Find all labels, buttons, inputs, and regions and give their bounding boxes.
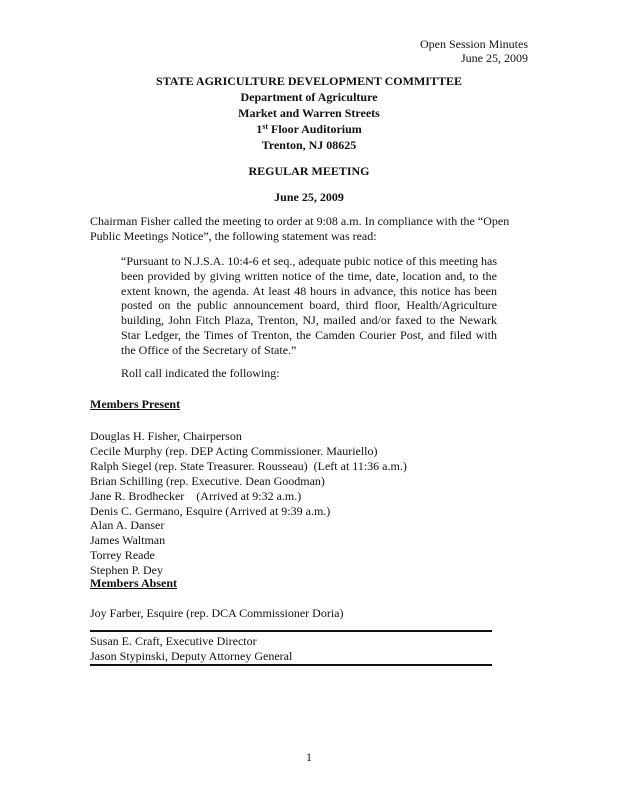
list-item: Joy Farber, Esquire (rep. DCA Commissioner Doria) (90, 606, 344, 620)
running-header-date: June 25, 2009 (461, 51, 528, 65)
members-present-heading: Members Present (90, 397, 181, 411)
members-present-list (90, 429, 407, 578)
floor-number: 1 (256, 122, 263, 136)
city-zip: Trenton, NJ 08625 (261, 138, 357, 152)
floor-location (0, 122, 618, 138)
public-notice-statement: “Pursuant to N.J.S.A. 10:4-6 et seq., adequate pubic notice of this meeting has been provided by giving written notice of the time, date, location and, to the extent known, the agenda. At least 48 hours in advance, this notice has been posted on the public announcement board, third floor, Health/Agriculture building, John Fitch Plaza, Trenton, NJ, mailed and/or faxed to the Newark Star Ledger, the Times of Trenton, the Camden Courier Post, and filed with the Office of the Secretary of State.” (121, 254, 497, 357)
roll-call-text: Roll call indicated the following: (121, 366, 280, 380)
staff-attorney: Jason Stypinski, Deputy Attorney General (90, 649, 293, 663)
committee-name: STATE AGRICULTURE DEVELOPMENT COMMITTEE (156, 74, 462, 88)
intro-paragraph: Chairman Fisher called the meeting to order at 9:08 a.m. In compliance with the “Open Public Meetings Notice”, the following statement was read: (90, 214, 510, 243)
list-item: Stephen P. Dey (90, 563, 163, 578)
list-item: Brian Schilling (rep. Executive. Dean Goodman) (90, 473, 325, 488)
members-absent-heading: Members Absent (90, 576, 177, 590)
list-item: Denis C. Germano, Esquire (Arrived at 9:39 a.m.) (90, 503, 331, 518)
members-absent-list (90, 606, 343, 621)
floor-rest: Floor Auditorium (267, 122, 362, 136)
meeting-type: REGULAR MEETING (248, 164, 370, 178)
list-item: Ralph Siegel (rep. State Treasurer. Rousseau) (Left at 11:36 a.m.) (90, 458, 407, 473)
list-item: Douglas H. Fisher, Chairperson (90, 429, 242, 443)
staff-director: Susan E. Craft, Executive Director (90, 634, 257, 648)
page-number: 1 (306, 750, 312, 764)
list-item: Jane R. Brodhecker (Arrived at 9:32 a.m.) (90, 488, 302, 503)
running-header-title: Open Session Minutes (420, 37, 528, 51)
list-item: Torrey Reade (90, 548, 155, 563)
divider-top (90, 630, 492, 632)
street-address: Market and Warren Streets (238, 106, 380, 120)
list-item: Cecile Murphy (rep. DEP Acting Commissioner. Mauriello) (90, 443, 378, 458)
department-name: Department of Agriculture (240, 90, 378, 104)
floor-suffix: st (262, 122, 268, 131)
list-item: James Waltman (90, 533, 166, 548)
meeting-date: June 25, 2009 (274, 190, 344, 204)
divider-bottom (90, 664, 492, 666)
list-item: Alan A. Danser (90, 518, 165, 533)
